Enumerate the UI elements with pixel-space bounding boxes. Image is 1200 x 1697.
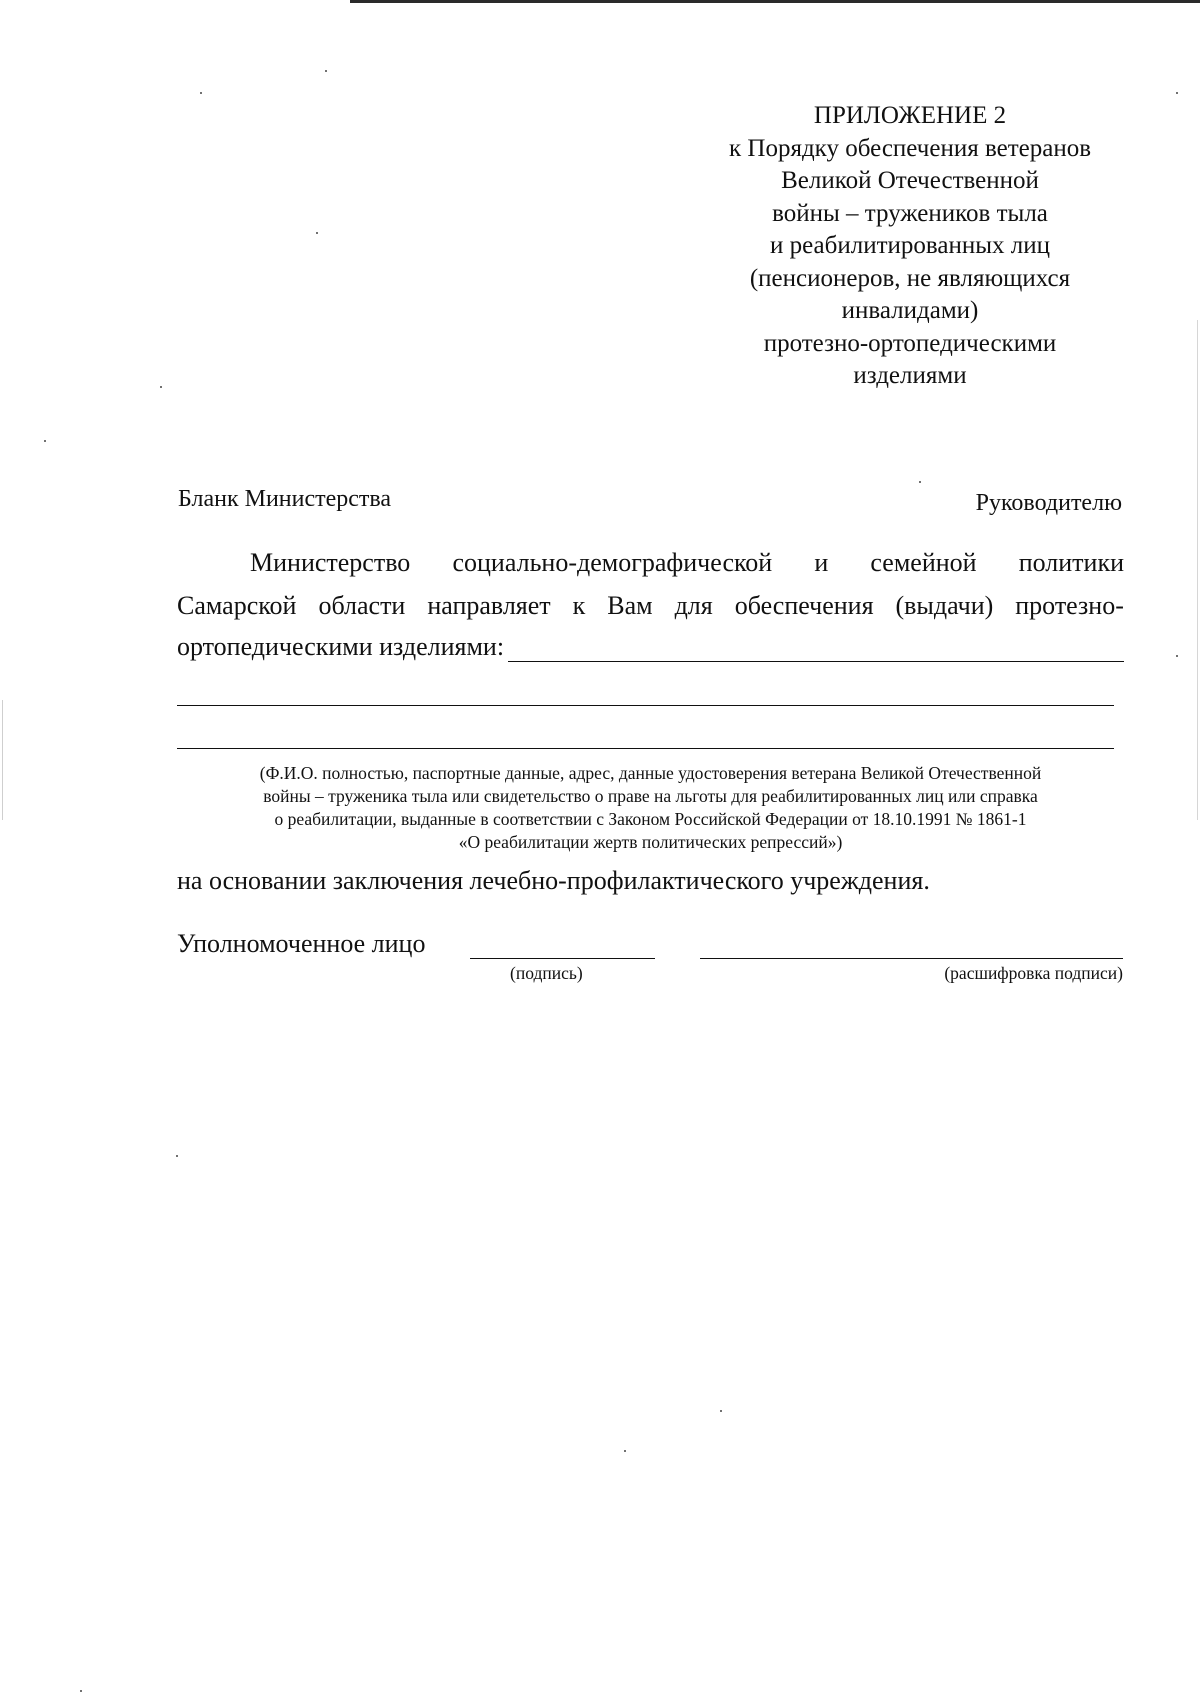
- paragraph-line-2: [177, 591, 1124, 621]
- products-label: ортопедическими изделиями:: [177, 632, 505, 661]
- scan-left-edge: [2, 700, 3, 820]
- paragraph-word: политики: [1018, 548, 1124, 577]
- paragraph-word: семейной: [870, 548, 977, 577]
- scan-speck: [200, 92, 202, 94]
- authorized-person-label: Уполномоченное лицо: [177, 929, 426, 958]
- paragraph-line-1: [177, 548, 1124, 578]
- scan-speck: [80, 1690, 82, 1692]
- products-fill-line: [508, 633, 1124, 662]
- basis-statement: на основании заключения лечебно-профилактического учреждения.: [177, 866, 930, 895]
- signature-transcript-line: [700, 958, 1123, 959]
- appendix-line: Великой Отечественной: [781, 167, 1039, 194]
- paragraph-word: направляет: [427, 591, 551, 620]
- scan-speck: [624, 1450, 626, 1452]
- ministry-letterhead-label: Бланк Министерства: [178, 486, 392, 512]
- paragraph-word: к: [572, 591, 586, 620]
- scan-speck: [919, 481, 921, 483]
- note-line: о реабилитации, выданные в соответствии с Законом Российской Федерации от 18.10.1991 № 1861-1: [274, 809, 1027, 829]
- recipient-details-note: [177, 762, 1124, 854]
- paragraph-word: социально-демографической: [452, 548, 773, 577]
- paragraph-word: протезно-: [1015, 591, 1124, 620]
- appendix-line: изделиями: [853, 362, 967, 389]
- paragraph-word: для: [674, 591, 713, 620]
- note-line: войны – труженика тыла или свидетельство о праве на льготы для реабилитированных лиц или справка: [263, 786, 1038, 806]
- paragraph-line-3: [177, 632, 1124, 662]
- paragraph-word: Вам: [607, 591, 653, 620]
- recipient-fill-line-2: [177, 748, 1114, 749]
- appendix-line: протезно-ортопедическими: [763, 329, 1057, 357]
- scan-top-edge: [350, 0, 1200, 3]
- paragraph-word: (выдачи): [895, 591, 994, 620]
- appendix-heading: [690, 100, 1130, 393]
- paragraph-word: и: [814, 548, 829, 577]
- scan-speck: [1176, 92, 1178, 94]
- note-line: (Ф.И.О. полностью, паспортные данные, адрес, данные удостоверения ветерана Великой Отечественной: [259, 763, 1042, 783]
- paragraph-word: Самарской: [177, 591, 297, 620]
- scan-speck: [720, 1410, 722, 1412]
- paragraph-word: Министерство: [250, 548, 411, 577]
- signature-caption: (подпись): [510, 963, 583, 983]
- appendix-line: и реабилитированных лиц: [770, 232, 1050, 259]
- scan-speck: [316, 232, 318, 234]
- scan-speck: [160, 386, 162, 388]
- paragraph-word: обеспечения: [734, 591, 874, 620]
- appendix-line: (пенсионеров, не являющихся: [749, 264, 1071, 292]
- addressee-label: Руководителю: [975, 490, 1122, 516]
- scan-speck: [325, 70, 327, 72]
- scan-right-edge: [1197, 320, 1198, 820]
- scan-speck: [1176, 655, 1178, 657]
- signature-transcript-caption: (расшифровка подписи): [944, 963, 1123, 983]
- appendix-line: к Порядку обеспечения ветеранов: [729, 134, 1091, 162]
- note-line: «О реабилитации жертв политических репрессий»): [458, 832, 843, 852]
- recipient-fill-line-1: [177, 705, 1114, 706]
- appendix-line: войны – тружеников тыла: [772, 199, 1048, 227]
- scan-speck: [44, 440, 46, 442]
- scan-speck: [176, 1155, 178, 1157]
- appendix-line: ПРИЛОЖЕНИЕ 2: [813, 102, 1007, 129]
- paragraph-word: области: [318, 591, 406, 620]
- signature-line: [470, 958, 655, 959]
- appendix-line: инвалидами): [841, 297, 979, 324]
